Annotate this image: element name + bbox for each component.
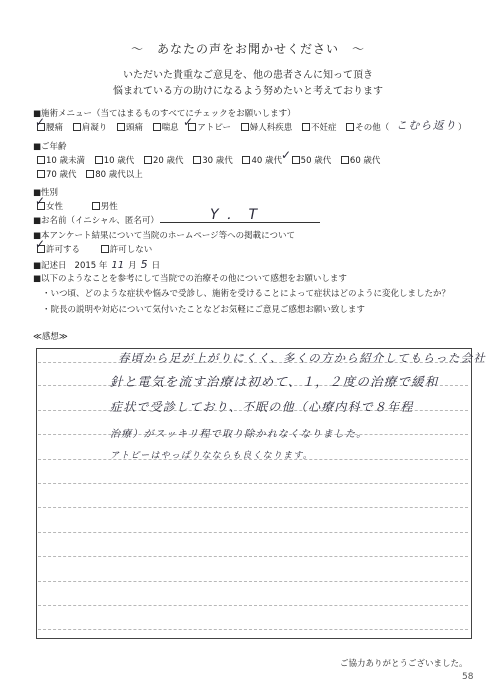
age-option[interactable]: 40 歳代 [242, 154, 282, 166]
menu-options [37, 121, 389, 133]
feedback-box [36, 348, 472, 639]
checkbox[interactable] [242, 156, 250, 164]
intro-line-2: 悩まれている方の助けになるよう努めたいと考えております [113, 86, 383, 97]
menu-other-close-paren: ） [458, 123, 467, 133]
menu-option-asthma[interactable]: 喘息 [153, 121, 179, 133]
checkbox[interactable] [292, 156, 300, 164]
checkbox[interactable] [92, 202, 100, 210]
date-day-handwritten: 5 [140, 258, 148, 271]
menu-option-other[interactable]: その他（ [346, 121, 389, 133]
gender-question-label: ■性別 [33, 188, 59, 198]
publish-question-label: ■本アンケート結果について当院のホームページ等への掲載について [33, 231, 296, 241]
intro-line-1: いただいた貴重なご意見を、他の患者さんに知って頂き [123, 70, 373, 81]
age-option[interactable]: 30 歳代 [193, 154, 233, 166]
ruled-line [38, 507, 468, 508]
checkbox[interactable] [73, 123, 81, 131]
age-option[interactable]: 10 歳代 [95, 154, 135, 166]
checkbox[interactable] [86, 170, 94, 178]
ruled-line [38, 629, 468, 630]
age-question-label: ■ご年齢 [33, 142, 67, 152]
date-month-suffix: 月 [128, 261, 137, 271]
age-option[interactable]: 60 歳代 [341, 154, 381, 166]
checkbox[interactable] [302, 123, 310, 131]
check-mark-icon: ✓ [35, 194, 46, 208]
age-option[interactable]: 50 歳代 [292, 154, 332, 166]
age-option[interactable]: 10 歳未満 [37, 154, 85, 166]
name-handwritten: Y．T [210, 207, 266, 223]
page-title: 〜 あなたの声をお聞かせください 〜 [130, 42, 365, 56]
age-option[interactable]: 80 歳代以上 [86, 168, 143, 180]
ruled-line [38, 556, 468, 557]
page-number: 58 [462, 672, 474, 682]
menu-option-lower-back[interactable]: 腰痛 [37, 121, 63, 133]
checkbox[interactable] [241, 123, 249, 131]
checkbox[interactable] [117, 123, 125, 131]
menu-other-handwritten: こむら返り [396, 119, 457, 132]
checkbox[interactable] [153, 123, 161, 131]
menu-option-headache[interactable]: 頭痛 [117, 121, 143, 133]
checkbox[interactable] [37, 170, 45, 178]
check-mark-icon: ✓ [281, 148, 292, 162]
instruction-line-3: ・院長の説明や対応について気付いたことなどお気軽にご意見ご感想お願い致します [42, 305, 365, 315]
instruction-line-2: ・いつ頃、どのような症状や悩みで受診し、施術を受けることによって症状はどのように変化しましたか？ [42, 289, 451, 299]
checkbox[interactable] [95, 156, 103, 164]
check-mark-icon: ✓ [35, 237, 46, 251]
age-option[interactable]: 70 歳代 [37, 168, 77, 180]
age-options-row-1 [37, 154, 387, 166]
feedback-handwritten-line: 治療）がスッキリ程で取り除かれなくなりました。 [110, 429, 368, 440]
checkbox[interactable] [144, 156, 152, 164]
date-year: 2015 年 [74, 261, 108, 271]
date-month-handwritten: 11 [111, 260, 125, 271]
name-question-label: ■お名前（イニシャル、匿名可） [33, 216, 159, 226]
date-row [33, 258, 160, 271]
thanks-message: ご協力ありがとうございました。 [340, 659, 468, 669]
date-day-suffix: 日 [151, 261, 161, 271]
checkbox[interactable] [341, 156, 349, 164]
feedback-handwritten-line: 春頃から足が上がりにくく、多くの方から紹介してもらった会社 [118, 351, 487, 365]
menu-option-stiff-shoulder[interactable]: 肩凝り [73, 121, 108, 133]
check-mark-icon: ✓ [35, 115, 46, 129]
menu-option-gynecology[interactable]: 婦人科疾患 [241, 121, 293, 133]
gender-options [37, 200, 125, 212]
publish-options [37, 243, 159, 255]
publish-option-deny[interactable]: 許可しない [101, 243, 153, 255]
ruled-line [38, 532, 468, 533]
menu-option-infertility[interactable]: 不妊症 [302, 121, 337, 133]
ruled-line [38, 581, 468, 582]
checkbox[interactable] [101, 245, 109, 253]
feedback-handwritten-line: アトピーはやっぱりなならも良くなります。 [110, 451, 313, 461]
ruled-line [38, 605, 468, 606]
menu-option-atopy[interactable]: アトピー [188, 121, 231, 133]
check-mark-icon: ✓ [183, 115, 194, 129]
date-label: ■記述日 [33, 261, 67, 271]
instruction-line-1: ■以下のようなことを参考にして当院での治療その他について感想をお願いします [33, 274, 347, 284]
feedback-handwritten-line: 針と電気を流す治療は初めて、１，２度の治療で緩和 [110, 374, 439, 389]
ruled-line [38, 483, 468, 484]
feedback-label: ≪感想≫ [33, 332, 68, 342]
gender-option-male[interactable]: 男性 [92, 200, 118, 212]
age-option[interactable]: 20 歳代 [144, 154, 184, 166]
feedback-handwritten-line: 症状で受診しており、不眠の他（心療内科で８年程 [110, 400, 414, 414]
checkbox[interactable] [37, 156, 45, 164]
gender-option-female[interactable]: 女性 [37, 200, 63, 212]
age-options-row-2 [37, 168, 150, 180]
checkbox[interactable] [346, 123, 354, 131]
checkbox[interactable] [193, 156, 201, 164]
menu-question-label: ■施術メニュー（当てはまるものすべてにチェックをお願いします） [33, 109, 296, 119]
publish-option-allow[interactable]: 許可する [37, 243, 80, 255]
